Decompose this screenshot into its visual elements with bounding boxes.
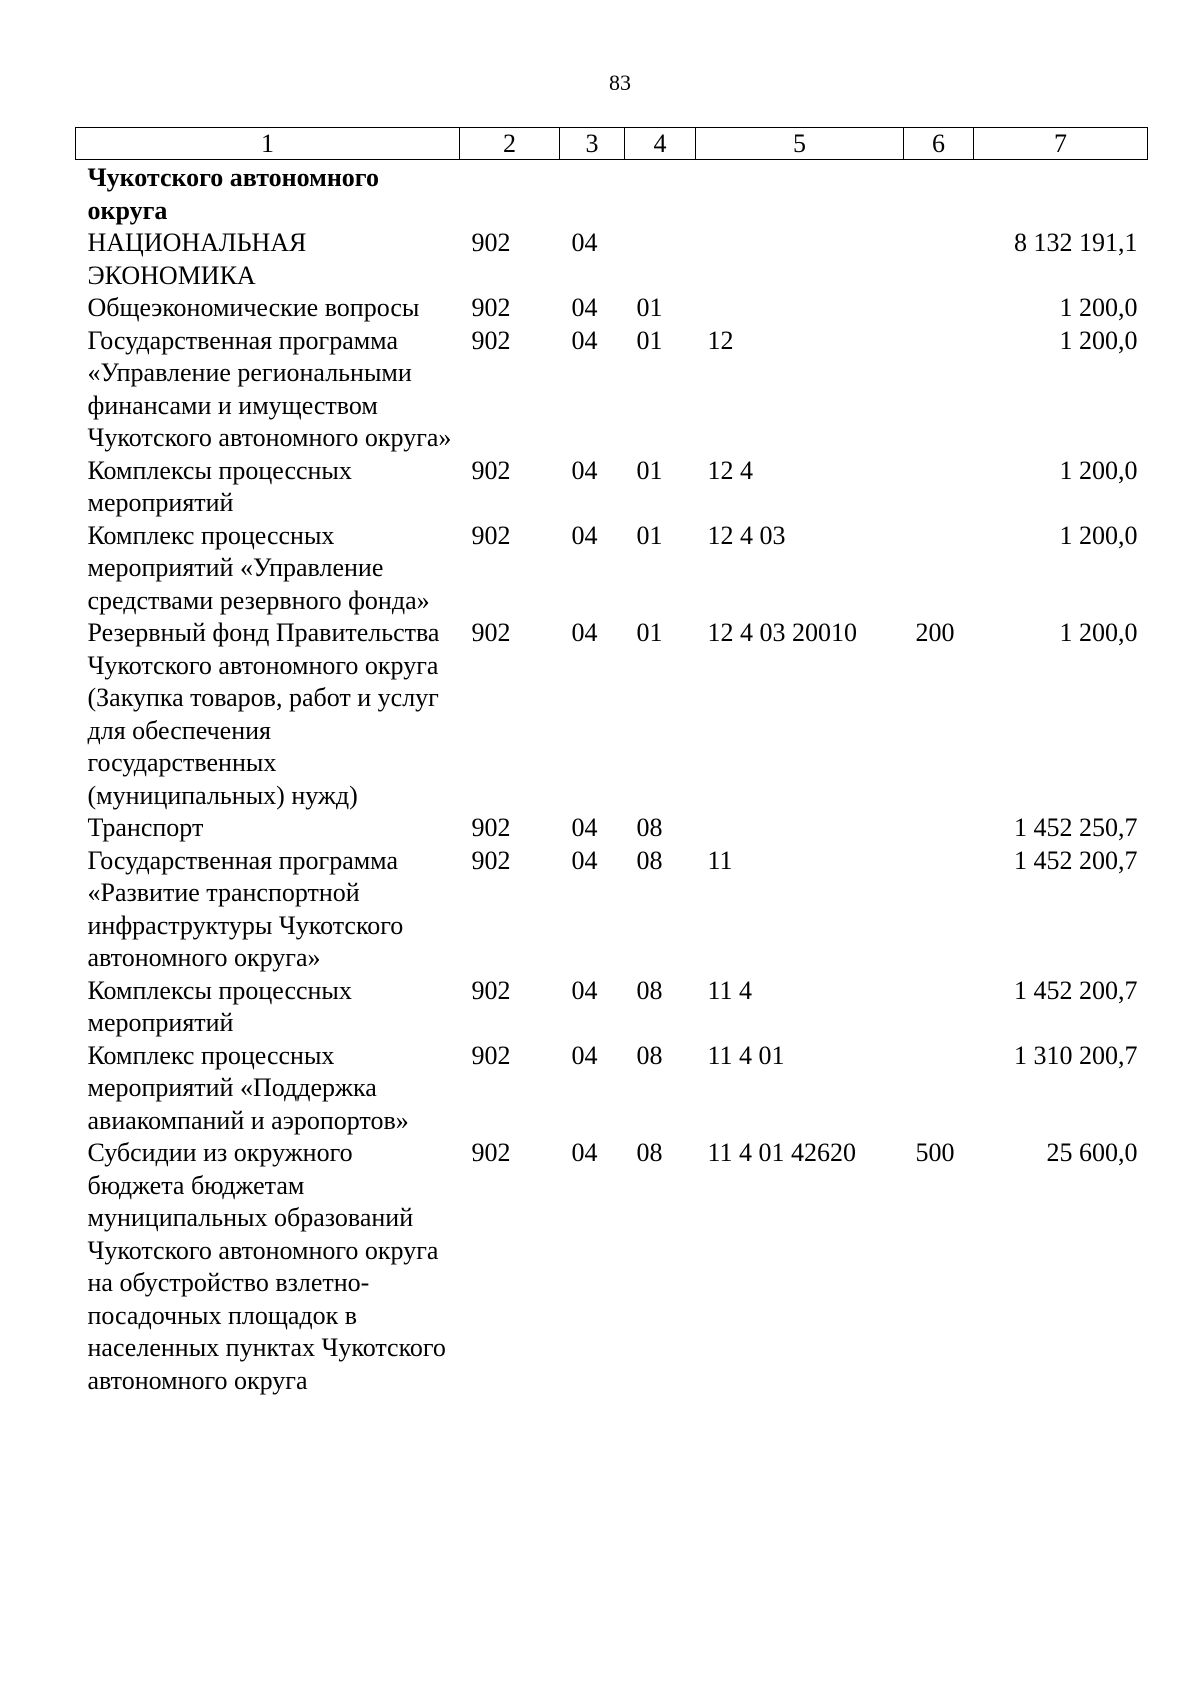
row-expense-type [904, 1040, 974, 1138]
row-target-article: 12 4 03 20010 [707, 618, 857, 647]
row-expense-type [904, 812, 974, 845]
row-subsection-code [625, 160, 696, 228]
row-expense-type [904, 227, 974, 292]
row-expense-type [904, 845, 974, 975]
row-section-code: 04 [571, 325, 598, 355]
row-expense-type [904, 455, 974, 520]
row-target-article: 12 4 [707, 455, 753, 485]
table-row [76, 325, 1148, 455]
row-name: Государственная программа «Развитие транспортной инфраструктуры Чукотского автономного округа» [87, 845, 404, 972]
row-target-article [696, 292, 904, 325]
row-subsection-code: 01 [636, 618, 663, 647]
row-name: Государственная программа «Управление региональными финансами и имуществом Чукотского автономного округа» [87, 325, 452, 452]
row-expense-type: 500 [915, 1138, 955, 1167]
row-section-code: 04 [571, 975, 598, 1005]
row-name: Транспорт [87, 813, 204, 842]
row-ministry-code: 902 [471, 618, 511, 647]
header-cell-1: 1 [76, 128, 460, 160]
row-target-article [696, 160, 904, 228]
row-name: НАЦИОНАЛЬНАЯ ЭКОНОМИКА [87, 228, 307, 290]
table-row [76, 975, 1148, 1040]
header-row [76, 128, 1148, 160]
row-target-article: 11 [707, 845, 733, 875]
row-amount: 1 452 200,7 [1014, 975, 1138, 1005]
row-ministry-code: 902 [471, 1040, 511, 1070]
row-target-article [696, 812, 904, 845]
header-cell-7: 7 [974, 128, 1148, 160]
table-row [76, 1040, 1148, 1138]
header-cell-6: 6 [904, 128, 974, 160]
row-amount: 1 200,0 [1059, 618, 1138, 647]
row-ministry-code: 902 [471, 845, 511, 875]
row-section-code: 04 [571, 293, 598, 322]
row-ministry-code: 902 [471, 975, 511, 1005]
table-row [76, 160, 1148, 228]
row-section-code: 04 [571, 845, 598, 875]
row-name: Субсидии из окружного бюджета бюджетам муниципальных образований Чукотского автономного округа на обустройство взлетно-посадочных площадок в населенных пунктах Чукотского автономного округа [87, 1138, 446, 1395]
row-expense-type [904, 160, 974, 228]
page-number: 83 [609, 70, 631, 95]
row-target-article: 12 [707, 325, 734, 355]
row-amount: 1 200,0 [1059, 293, 1138, 322]
row-subsection-code: 01 [636, 455, 663, 485]
row-expense-type [904, 520, 974, 618]
row-ministry-code: 902 [471, 455, 511, 485]
budget-table [75, 127, 1148, 1397]
row-target-article: 11 4 01 42620 [707, 1138, 857, 1167]
table-body [76, 160, 1148, 1398]
row-name: Резервный фонд Правительства Чукотского автономного округа (Закупка товаров, работ и услуг для обеспечения государственных (муниципальных) нужд) [87, 618, 440, 810]
header-cell-2: 2 [460, 128, 560, 160]
row-expense-type [904, 325, 974, 455]
row-expense-type [904, 975, 974, 1040]
row-subsection-code: 08 [636, 813, 663, 842]
row-amount: 8 132 191,1 [1014, 228, 1138, 257]
row-name: Чукотского автономного округа [87, 163, 379, 225]
row-section-code: 04 [571, 520, 598, 550]
row-ministry-code: 902 [471, 813, 511, 842]
row-ministry-code: 902 [471, 293, 511, 322]
row-target-article: 12 4 03 [707, 520, 786, 550]
row-amount: 1 200,0 [1059, 520, 1138, 550]
row-expense-type: 200 [915, 618, 955, 647]
row-amount: 1 200,0 [1059, 325, 1138, 355]
row-section-code: 04 [571, 228, 598, 257]
row-amount: 1 200,0 [1059, 455, 1138, 485]
row-amount: 25 600,0 [1046, 1138, 1138, 1167]
row-subsection-code: 08 [636, 1138, 663, 1167]
table-row [76, 520, 1148, 618]
table-row [76, 455, 1148, 520]
row-target-article: 11 4 01 [707, 1040, 785, 1070]
row-amount: 1 452 250,7 [1014, 813, 1138, 842]
row-ministry-code: 902 [471, 520, 511, 550]
row-section-code: 04 [571, 1138, 598, 1167]
row-name: Комплекс процессных мероприятий «Управление средствами резервного фонда» [87, 520, 430, 615]
row-target-article [696, 227, 904, 292]
row-subsection-code: 01 [636, 325, 663, 355]
row-ministry-code: 902 [471, 228, 511, 257]
header-cell-4: 4 [625, 128, 696, 160]
row-section-code [560, 160, 625, 228]
row-name: Комплекс процессных мероприятий «Поддержка авиакомпаний и аэропортов» [87, 1040, 409, 1135]
row-ministry-code: 902 [471, 325, 511, 355]
table-row [76, 812, 1148, 845]
row-target-article: 11 4 [707, 975, 753, 1005]
row-section-code: 04 [571, 618, 598, 647]
table-row [76, 227, 1148, 292]
row-section-code: 04 [571, 455, 598, 485]
row-section-code: 04 [571, 813, 598, 842]
table-row [76, 845, 1148, 975]
table-row [76, 1137, 1148, 1397]
row-ministry-code [460, 160, 560, 228]
row-name: Общеэкономические вопросы [87, 293, 420, 322]
row-expense-type [904, 292, 974, 325]
row-name: Комплексы процессных мероприятий [87, 455, 352, 517]
row-amount: 1 452 200,7 [1014, 845, 1138, 875]
table-header [76, 128, 1148, 160]
header-cell-5: 5 [696, 128, 904, 160]
row-ministry-code: 902 [471, 1138, 511, 1167]
header-cell-3: 3 [560, 128, 625, 160]
table-row [76, 292, 1148, 325]
row-subsection-code: 01 [636, 293, 663, 322]
row-section-code: 04 [571, 1040, 598, 1070]
row-subsection-code [625, 227, 696, 292]
row-subsection-code: 08 [636, 975, 663, 1005]
row-subsection-code: 08 [636, 1040, 663, 1070]
row-name: Комплексы процессных мероприятий [87, 975, 352, 1037]
row-subsection-code: 01 [636, 520, 663, 550]
row-amount: 1 310 200,7 [1014, 1040, 1138, 1070]
row-amount [974, 160, 1148, 228]
row-subsection-code: 08 [636, 845, 663, 875]
table-row [76, 617, 1148, 812]
